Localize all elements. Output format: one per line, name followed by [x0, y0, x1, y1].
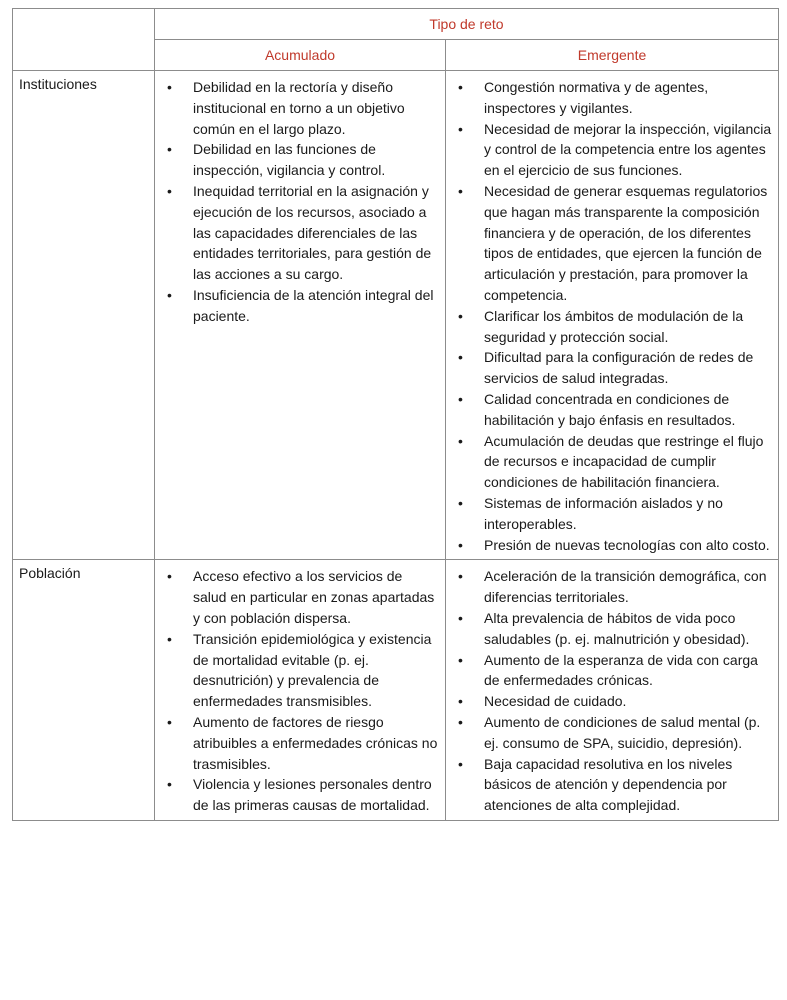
list-item: • Inequidad territorial en la asignación y ejecución de los recursos, asociado a las capacidades diferenciales de las entidades territoriales, para gestión de las acciones a su cargo.	[193, 181, 439, 285]
list-item: • Necesidad de generar esquemas regulatorios que hagan más transparente la composición financiera y de operación, de los diferentes tipos de entidades, que ejercen la función de articulación y prestación, para promover la competencia.	[484, 181, 772, 306]
list-item: • Acumulación de deudas que restringe el flujo de recursos e incapacidad de cumplir condiciones de habilitación financiera.	[484, 431, 772, 493]
table-row-poblacion	[13, 560, 779, 821]
list-item: • Congestión normativa y de agentes, inspectores y vigilantes.	[484, 77, 772, 119]
list-item: • Debilidad en la rectoría y diseño institucional en torno a un objetivo común en el largo plazo.	[193, 77, 439, 139]
list-item: • Dificultad para la configuración de redes de servicios de salud integradas.	[484, 347, 772, 389]
list-item: • Calidad concentrada en condiciones de habilitación y bajo énfasis en resultados.	[484, 389, 772, 431]
list-item: • Transición epidemiológica y existencia de mortalidad evitable (p. ej. desnutrición) y prevalencia de enfermedades transmisibles.	[193, 629, 439, 712]
row-label-poblacion: Población	[13, 560, 155, 821]
cell-instituciones-acumulado	[155, 71, 446, 560]
bullet-list	[446, 71, 778, 559]
header-group-label: Tipo de reto	[155, 9, 779, 40]
header-empty-cell	[13, 9, 155, 71]
list-item: • Alta prevalencia de hábitos de vida poco saludables (p. ej. malnutrición y obesidad).	[484, 608, 772, 650]
list-item: • Sistemas de información aislados y no interoperables.	[484, 493, 772, 535]
list-item: • Aumento de la esperanza de vida con carga de enfermedades crónicas.	[484, 650, 772, 692]
list-item: • Violencia y lesiones personales dentro de las primeras causas de mortalidad.	[193, 774, 439, 816]
bullet-list	[155, 560, 445, 820]
row-label-instituciones: Instituciones	[13, 71, 155, 560]
bullet-list	[446, 560, 778, 820]
bullet-list	[155, 71, 445, 331]
header-acumulado: Acumulado	[155, 40, 446, 71]
list-item: • Baja capacidad resolutiva en los niveles básicos de atención y dependencia por atenciones de alta complejidad.	[484, 754, 772, 816]
challenges-table	[12, 8, 779, 821]
list-item: • Acceso efectivo a los servicios de salud en particular en zonas apartadas y con población dispersa.	[193, 566, 439, 628]
list-item: • Necesidad de mejorar la inspección, vigilancia y control de la competencia entre los agentes en el ejercicio de sus funciones.	[484, 119, 772, 181]
header-row-group	[13, 9, 779, 40]
list-item: • Aumento de condiciones de salud mental (p. ej. consumo de SPA, suicidio, depresión).	[484, 712, 772, 754]
header-emergente: Emergente	[446, 40, 779, 71]
list-item: • Debilidad en las funciones de inspección, vigilancia y control.	[193, 139, 439, 181]
list-item: • Aceleración de la transición demográfica, con diferencias territoriales.	[484, 566, 772, 608]
list-item: • Insuficiencia de la atención integral del paciente.	[193, 285, 439, 327]
table-row-instituciones	[13, 71, 779, 560]
cell-instituciones-emergente	[446, 71, 779, 560]
list-item: • Necesidad de cuidado.	[484, 691, 772, 712]
cell-poblacion-emergente	[446, 560, 779, 821]
list-item: • Aumento de factores de riesgo atribuibles a enfermedades crónicas no trasmisibles.	[193, 712, 439, 774]
list-item: • Clarificar los ámbitos de modulación de la seguridad y protección social.	[484, 306, 772, 348]
list-item: • Presión de nuevas tecnologías con alto costo.	[484, 535, 772, 556]
cell-poblacion-acumulado	[155, 560, 446, 821]
